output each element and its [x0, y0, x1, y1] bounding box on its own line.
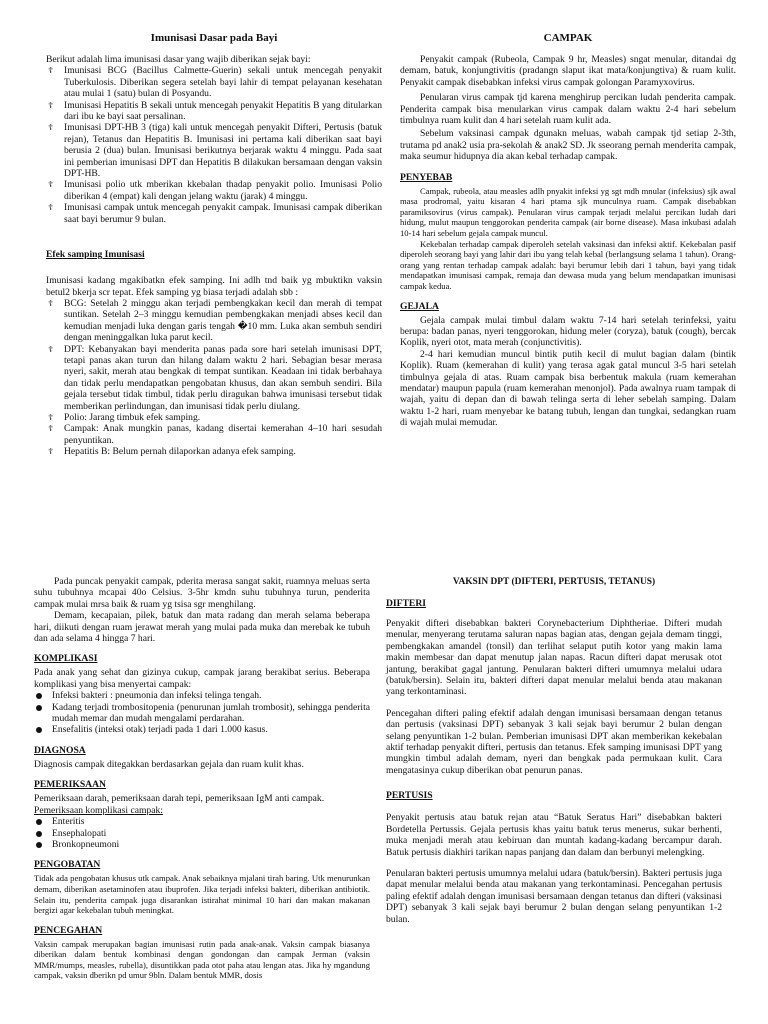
- pengobatan-text: Tidak ada pengobatan khusus utk campak. Anak sebaiknya mjalani tirah baring. Utk menurunkan demam, diberikan asetaminofen atau ibuprofen. Jika terjadi infeksi bakteri, diberikan antibiotik. Selain itu, penderita campak juga disarankan istirahat minimal 10 hari dan makan makanan bergizi agar kekebalan tubuh meningkat.: [34, 873, 370, 916]
- difteri-paragraph: Penyakit difteri disebabkan bakteri Corynebacterium Diphtheriae. Difteri mudah menular, menyerang terutama saluran napas bagian atas, dengan gejala demam tinggi, pembengkakan amandel (tonsil) dan terlihat selaput putih kotor yang makin lama makin membesar dan dapat menutup jalan napas. Racun difteri dapat merusak otot jantung, berakibat gagal jantung. Penularan bakteri difteri umumnya melalui udara (batuk/bersin). Selain itu, bakteri difteri dapat menular melalui benda atau makanan yang terkontaminasi.: [386, 618, 722, 698]
- campak-paragraph: Penyakit campak (Rubeola, Campak 9 hr, Measles) sngat menular, ditandai dg demam, batuk, konjungtivitis (pradangn slaput ikat mata/konjungtiva) & ruam kulit. Penyakit campak disebabkan infeksi virus campak golongan Paramyxovirus.: [400, 54, 736, 88]
- pemeriksaan-text: Pemeriksaan darah, pemeriksaan darah tepi, pemeriksaan IgM anti campak.: [34, 793, 325, 805]
- list-item: Kadang terjadi trombositopenia (penurunan jumlah trombosit), sehingga penderita mudah memar dan mudah mengalami perdarahan.: [34, 702, 370, 725]
- campak-lanjut-section: [34, 576, 370, 981]
- vaksin-dpt-section: [386, 576, 722, 925]
- gejala-paragraph: Gejala campak mulai timbul dalam waktu 7-14 hari setelah terinfeksi, yaitu berupa: badan panas, nyeri tenggorokan, hidung meler (coryza), batuk (cough), bercak Koplik, nyeri otot, mata merah (conjunctivitis).: [400, 314, 736, 349]
- list-item: ☦ BCG: Setelah 2 minggu akan terjadi pembengkakan kecil dan merah di tempat suntikan. Setelah 2–3 minggu kemudian pembengkakan menjadi abses kecil dan kemudian menjadi luka dengan garis tengah �10 mm. Luka akan sembuh sendiri dengan meninggalkan luka parut kecil.: [48, 297, 382, 344]
- list-item: ☦ Imunisasi BCG (Bacillus Calmette-Guerin) sekali untuk mencegah penyakit Tuberkulosis. Diberikan segera setelah bayi lahir di tempat pelayanan kesehatan atau mulai 1 (satu) bulan di Posyandu.: [48, 65, 382, 100]
- pertusis-paragraph: Penularan bakteri pertusis umumnya melalui udara (batuk/bersin). Bakteri pertusis juga dapat menular melalui benda atau makanan yang terkontaminasi. Pencegahan pertusis paling efektif adalah dengan imunisasi bersamaan dengan tetanus dan difteri (vaksinasi DPT) sebanyak 3 kali sejak bayi berumur 2 bulan dengan selang penyuntikan 1-2 bulan.: [386, 867, 722, 925]
- efek-samping-heading: Efek samping Imunisasi: [46, 249, 145, 261]
- list-item: ☦ Hepatitis B: Belum pernah dilaporkan adanya efek samping.: [48, 446, 296, 458]
- penyebab-paragraph: Kekebalan terhadap campak diperoleh setelah vaksinasi dan infeksi aktif. Kekebalan pasif diperoleh seorang bayi yang lahir dari ibu yang telah kebal (berlangsung selama 1 tahun). Orang-orang yang rentan terhadap campak adalah: bayi berumur lebih dari 1 tahun, bayi yang tidak mendapatkan imunisasi campak, remaja dan dewasa muda yang belum mendapatkan imunisasi campak kedua.: [400, 238, 736, 291]
- pertusis-heading: PERTUSIS: [386, 790, 433, 802]
- list-item: Enteritis: [34, 816, 370, 827]
- lamp-bullet-icon: ☦: [48, 180, 54, 190]
- lamp-bullet-icon: ☦: [48, 344, 54, 354]
- difteri-heading: DIFTERI: [386, 598, 426, 609]
- lamp-bullet-icon: ☦: [48, 447, 54, 457]
- list-item: Ensephalopati: [34, 828, 370, 839]
- lamp-bullet-icon: ☦: [48, 203, 54, 213]
- list-item: ☦ Imunisasi campak untuk mencegah penyakit campak. Imunisasi campak diberikan saat bayi berumur 9 bulan.: [48, 202, 382, 225]
- diagnosa-heading: DIAGNOSA: [34, 744, 86, 756]
- list-item: Bronkopneumoni: [34, 839, 370, 850]
- komplikasi-intro: Pada anak yang sehat dan gizinya cukup, campak jarang berakibat serius. Beberapa komplikasi yang bisa menyertai campak:: [34, 667, 370, 690]
- list-item: ☦ Imunisasi DPT-HB 3 (tiga) kali untuk mencegah penyakit Difteri, Pertusis (batuk rejan), Tetanus dan Hepatitis B. Imunisasi ini pertama kali diberikan saat bayi berusia 2 (dua) bulan. Imunisasi berikutnya berjarak waktu 4 minggu. Pada saat ini pemberian imunisasi DPT dan Hepatitis B dilakukan bersamaan dengan vaksin DPT-HB.: [48, 122, 382, 180]
- campak-section: [400, 32, 736, 429]
- list-item: ☦ Imunisasi polio utk mberikan kkebalan thadap penyakit polio. Imunisasi Polio diberikan 4 (empat) kali dengan jelang waktu (jarak) 4 minggu.: [48, 179, 382, 202]
- lamp-bullet-icon: ☦: [48, 412, 54, 422]
- penyebab-heading: PENYEBAB: [400, 171, 453, 183]
- imunisasi-list: [46, 65, 382, 225]
- gejala-heading: GEJALA: [400, 300, 439, 312]
- komplikasi-list: [34, 690, 370, 736]
- list-item: Ensefalitis (inteksi otak) terjadi pada 1 dari 1.000 kasus.: [34, 724, 370, 735]
- list-item: ☦ Polio: Jarang timbuk efek samping.: [48, 411, 201, 423]
- list-item: ☦ Campak: Anak mungkin panas, kadang disertai kemerahan 4–10 hari sesudah penyuntikan.: [48, 423, 382, 446]
- campak-paragraph: Penularan virus campak tjd karena menghirup percikan ludah penderita campak. Penderita campak bisa menularkan virus campak dalam waktu 2-4 hari sebelum timbulnya ruam kulit dan 4 hari setelah ruam kulit ada.: [400, 92, 736, 127]
- list-item: ☦ DPT: Kebanyakan bayi menderita panas pada sore hari setelah imunisasi DPT, tetapi panas akan turun dan hilang dalam waktu 2 hari. Sebagian besar merasa nyeri, sakit, merah atau bengkak di tempat suntikan. Keadaan ini tidak berbahaya dan tidak perlu mendapatkan pengobatan khusus, dan akan sembuh sendiri. Bila gejala tersebut tidak timbul, tidak perlu diragukan bahwa imunisasi tersebut tidak memberikan perlindungan, dan imunisasi tidak perlu diulang.: [48, 343, 382, 412]
- list-item: ☦ Imunisasi Hepatitis B sekali untuk mencegah penyakit Hepatitis B yang ditularkan dari ibu ke bayi saat persalinan.: [48, 99, 382, 123]
- imunisasi-title: Imunisasi Dasar pada Bayi: [150, 32, 278, 44]
- diagnosa-text: Diagnosis campak ditegakkan berdasarkan gejala dan ruam kulit khas.: [34, 758, 304, 770]
- difteri-paragraph: Pencegahan difteri paling efektif adalah dengan imunisasi bersamaan dengan tetanus dan pertusis (vaksinasi DPT) sebanyak 3 kali sejak bayi berumur 2 bulan dengan selang penyuntikan 1-2 bulan. Pemberian imunisasi DPT akan memberikan kekebalan aktif terhadap penyakit difteri, pertusis dan tetanus. Efek samping imunisasi DPT yang mungkin timbul adalah demam, nyeri dan bengkak pada permukaan kulit. Cara mengatasinya cukup diberikan obat penurun panas.: [386, 707, 722, 776]
- pemeriksaan-heading: PEMERIKSAAN: [34, 779, 106, 791]
- penyebab-paragraph: Campak, rubeola, atau measles adlh pnyakit infeksi yg sgt mdh mnular (infeksius) sjk awal masa prodromal, yaitu kisaran 4 hari ptama sjk munculnya ruam. Campak disebabkan paramiksovirus (virus campak). Penularan virus campak terjadi melalui percikan ludah dari hidung, mulut maupun tenggorokan penderita campak (air borne disease). Masa inkubasi adalah 10-14 hari sebelum gejala campak muncul.: [400, 185, 736, 239]
- pemeriksaan-sub: Pemeriksaan komplikasi campak:: [34, 804, 163, 816]
- pemeriksaan-list: [34, 816, 370, 850]
- pertusis-paragraph: Penyakit pertusis atau batuk rejan atau “Batuk Seratus Hari” disebabkan bakteri Bordetella Pertussis. Gejala pertusis khas yaitu batuk terus menerus, sukar berhenti, muka menjadi merah atau kebiruan dan muntah kadang-kadang bercampur darah. Batuk pertusis diakhiri tarikan napas panjang dan dalam dan berbunyi melengking.: [386, 812, 722, 858]
- komplikasi-heading: KOMPLIKASI: [34, 653, 98, 665]
- gejala-paragraph: 2-4 hari kemudian muncul bintik putih kecil di mulut bagian dalam (bintik Koplik). Ruam (kemerahan di kulit) yang terasa agak gatal muncul 3-5 hari setelah timbulnya gejala di atas. Ruam campak bisa berbentuk makula (ruam kemerahan mendatar) maupun papula (ruam kemerahan menonjol). Pada awalnya ruam tampak di wajah, yaitu di depan dan di bawah telinga serta di leher sebelah samping. Dalam waktu 1-2 hari, ruam menyebar ke batang tubuh, lengan dan tungkai, sedangkan ruam di wajah mulai memudar.: [400, 348, 736, 429]
- pencegahan-text: Vaksin campak merupakan bagian imunisasi rutin pada anak-anak. Vaksin campak biasanya diberikan dalam bentuk kombinasi dengan gondongan dan campak Jerman (vaksin MMR/mumps, measles, rubella), disuntikkan pada otot paha atau lengan atas. Jika hy mgandung campak, vaksin dberikn pd umur 9bln. Dalam bentuk MMR, dosis: [34, 938, 370, 981]
- campak-lanjut-paragraph: Pada puncak penyakit campak, pderita merasa sangat sakit, ruamnya meluas serta suhu tubuhnya mcapai 40o Celsius. 3-5hr kmdn suhu tubuhnya turun, penderita campak mulai mrsa baik & ruam yg tsisa sgr menghilang.: [34, 576, 370, 610]
- lamp-bullet-icon: ☦: [48, 100, 54, 110]
- lamp-bullet-icon: ☦: [48, 123, 54, 133]
- efek-samping-list: [46, 298, 382, 458]
- pengobatan-heading: PENGOBATAN: [34, 859, 101, 871]
- lamp-bullet-icon: ☦: [48, 66, 54, 76]
- campak-lanjut-paragraph: Demam, kecapaian, pilek, batuk dan mata radang dan merah selama beberapa hari, diikuti dengan ruam jerawat merah yang mulai pada muka dan merebak ke tubuh dan ada selama 4 hingga 7 hari.: [34, 610, 370, 645]
- pencegahan-heading: PENCEGAHAN: [34, 924, 103, 936]
- list-item: Infeksi bakteri : pneumonia dan infeksi telinga tengah.: [34, 690, 370, 701]
- efek-samping-intro: Imunisasi kadang mgakibatkn efek samping. Ini adlh tnd baik yg mbuktikn vaksin betul2 bkerja scr tepat. Efek samping yg biasa terjadi adalah sbb :: [46, 275, 382, 298]
- imunisasi-section: [46, 32, 382, 458]
- campak-title: CAMPAK: [543, 32, 593, 44]
- lamp-bullet-icon: ☦: [48, 298, 54, 308]
- imunisasi-intro: Berikut adalah lima imunisasi dasar yang wajib diberikan sejak bayi:: [46, 54, 311, 65]
- vaksin-dpt-title: VAKSIN DPT (DIFTERI, PERTUSIS, TETANUS): [452, 577, 656, 587]
- lamp-bullet-icon: ☦: [48, 424, 54, 434]
- campak-paragraph: Sebelum vaksinasi campak dgunakn meluas, wabah campak tjd setiap 2-3th, trutama pd anak2 usia pra-sekolah & anak2 SD. Jk sseorang pernah menderita campak, maka seumur hidupnya dia akan kebal terhadap campak.: [400, 128, 736, 163]
